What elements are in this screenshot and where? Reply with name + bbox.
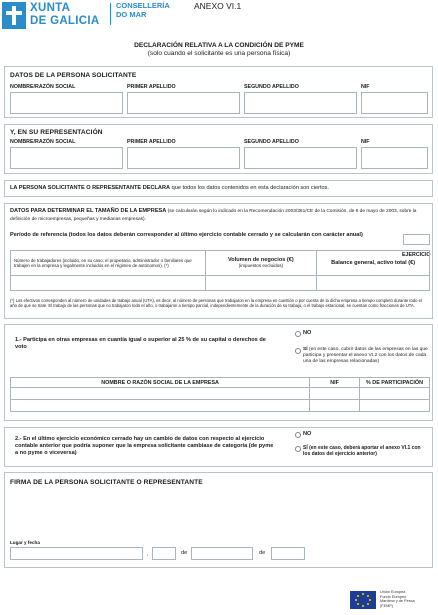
lugar-fecha-label: Lugar y fecha [10,540,40,545]
col-participacion-header: % DE PARTICIPACIÓN [360,378,430,388]
xunta-logo-icon [2,2,26,29]
empresa-nombre-cell[interactable] [11,400,310,412]
q1-no-label: NO [303,330,312,336]
volumen-cell[interactable] [205,276,317,291]
declara-text: LA PERSONA SOLICITANTE O REPRESENTANTE DECLARA que todos los datos contenidos en esta declaración son ciertos. [10,185,329,191]
rep-nif-field[interactable] [361,147,428,169]
primer-apellido-field[interactable] [127,92,240,114]
trabajadores-cell[interactable] [11,276,206,291]
anexo-label: ANEXO VI.1 [194,1,242,11]
rep-primer-apellido-field[interactable] [127,147,240,169]
q2-si-radio[interactable] [295,446,301,452]
q2-no-radio[interactable] [295,432,301,438]
section-declara [4,180,433,197]
col-trabajadores-header: Número de trabajadores (incluido, en su caso, el propietario, administrador o familiares que trabajen en la empresa y legalmente incluidos en el régimen de autónomos). (*) [11,251,206,276]
section-heading: Y, EN SU REPRESENTACIÓN [10,129,103,136]
label-segundo-apellido: SEGUNDO APELLIDO [244,139,299,145]
empresa-nombre-cell[interactable] [11,388,310,400]
segundo-apellido-field[interactable] [244,92,357,114]
firma-heading: FIRMA DE LA PERSONA SOLICITANTE O REPRESENTANTE [10,479,203,486]
dia-field[interactable] [152,547,176,560]
q1-text: 1.- Participa en otras empresas en cuantía igual o superior al 25 % de su capital o derechos de voto [15,337,266,350]
de-separator-1: de [181,550,188,556]
nombre-field[interactable] [10,92,123,114]
de-separator-2: de [259,550,266,556]
eu-text: Unión Europea Fondo Europeo Marítimo y de Pesca (FEMP) [380,590,415,608]
label-primer-apellido: PRIMER APELLIDO [127,84,176,90]
tamano-heading: DATOS PARA DETERMINAR EL TAMAÑO DE LA EMPRESA (se calcularán según lo indicado en la Recomendación 2003/361/CE de la Comisión, de 6 de mayo de 2003, sobre la definición de microempresas, pequeñas y medianas empresas). [10,208,417,222]
section-firma [4,472,433,568]
mes-field[interactable] [191,547,253,560]
label-nif: NIF [361,139,370,145]
empresa-participacion-cell[interactable] [360,400,430,412]
ano-field[interactable] [271,547,305,560]
section-representacion [4,124,433,174]
empresa-participacion-cell[interactable] [360,388,430,400]
tamano-table [10,250,430,291]
lugar-field[interactable] [10,547,143,560]
balance-cell[interactable] [317,276,430,291]
participacion-table [10,377,430,412]
rep-segundo-apellido-field[interactable] [244,147,357,169]
col-nif-header: NIF [310,378,360,388]
uta-footnote: (*) Los efectivos corresponden al número de unidades de trabajo anual (UTA), es decir, al número de personas que trabajaron en la empresa en cuestión o por cuenta de la dicha empresa a tiempo completo durante todo el año de que se trate. El trabajo de las personas que no trabajaron todo el año, o trabajaron a tiempo parcial, independientemente de la duración de su trabajo, o el trabajo estacional, se cuentan como fracciones de UTA. [10,298,422,309]
conselleria-wordmark: CONSELLERÍA DO MAR [116,1,170,19]
col-volumen-header: Volumen de negocios (€) (impuestos excluidos) [205,251,317,276]
empresa-nif-cell[interactable] [310,400,360,412]
section-tamano-empresa [4,203,433,319]
eu-flag-icon [350,591,376,609]
form-title: DECLARACIÓN RELATIVA A LA CONDICIÓN DE PYME [134,42,304,49]
label-nombre: NOMBRE/RAZÓN SOCIAL [10,84,76,90]
label-segundo-apellido: SEGUNDO APELLIDO [244,84,299,90]
xunta-wordmark: XUNTA DE GALICIA [30,2,100,27]
periodo-referencia: Período de referencia (todos los datos deberán corresponder al último ejercicio contable cerrado y se calcularán con carácter anual) [10,232,363,238]
label-primer-apellido: PRIMER APELLIDO [127,139,176,145]
section-participacion [4,324,433,421]
q1-no-radio[interactable] [295,331,301,337]
q2-no-label: NO [303,431,312,437]
col-nombre-empresa-header: NOMBRE O RAZÓN SOCIAL DE LA EMPRESA [11,378,310,388]
q2-si-label: SÍ (en este caso, deberá aportar el anexo VI.1 con los datos del ejercicio anterior) [303,445,421,458]
section-solicitante [4,66,433,118]
ejercicio-field[interactable] [403,234,430,245]
col-balance-header: Balance general, activo total (€) [317,251,430,276]
section-heading: DATOS DE LA PERSONA SOLICITANTE [10,72,137,79]
empresa-nif-cell[interactable] [310,388,360,400]
eu-femp-logo [348,588,434,612]
section-cambio-datos [4,427,433,467]
label-nombre: NOMBRE/RAZÓN SOCIAL [10,139,76,145]
rep-nombre-field[interactable] [10,147,123,169]
header-divider [110,3,111,25]
nif-field[interactable] [361,92,428,114]
q1-si-label: SÍ (en este caso, cubrir datos de las empresas en las que participa y presentar el anexo VI.2 con los datos de cada una de las empresas relacionadas) [303,347,428,364]
form-subtitle: (solo cuando el solicitante es una persona física) [147,50,291,57]
q2-text: 2.- En el último ejercicio económico cerrado hay un cambio de datos con respecto al ejercicio contable anterior que podría suponer que la empresa solicitante cambiase de categoría (de pyme a no pyme o viceversa) [15,436,274,456]
label-nif: NIF [361,84,370,90]
comma-separator: , [147,551,149,557]
q1-si-radio[interactable] [295,348,301,354]
ejercicio-label: EJERCICIO [402,252,431,258]
